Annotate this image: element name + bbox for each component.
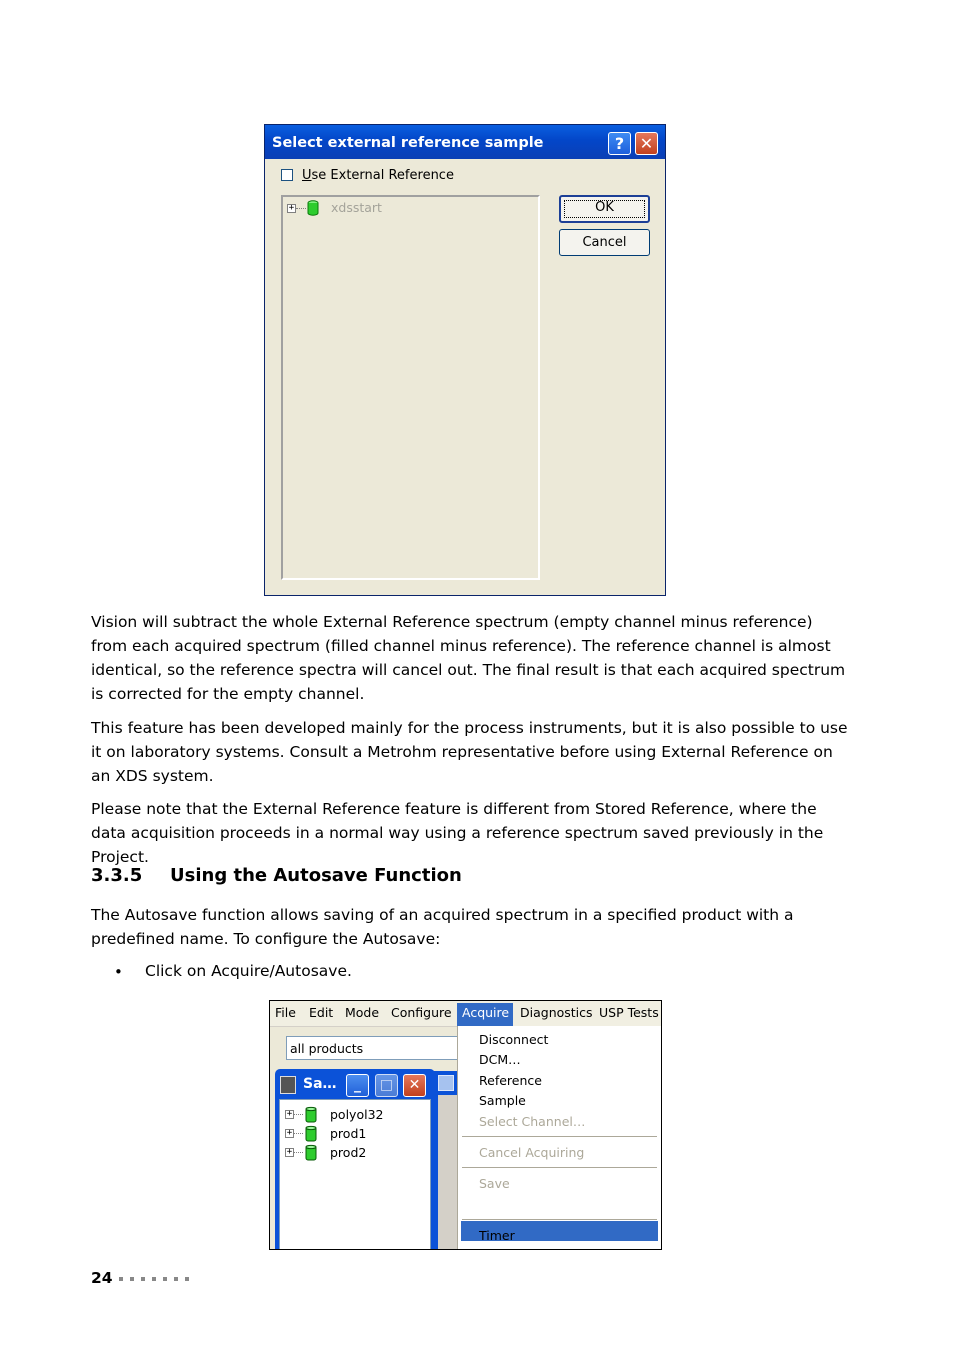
dot [119, 1277, 123, 1281]
use-external-reference-checkbox[interactable] [281, 169, 293, 181]
section-title: Using the Autosave Function [170, 865, 462, 886]
dot [163, 1277, 167, 1281]
chart-window-icon [438, 1075, 454, 1091]
expand-icon[interactable]: + [286, 1128, 293, 1138]
paragraph-external-reference: Vision will subtract the whole External Reference spectrum (empty channel minus reference) from each acquired spectrum (filled channel minus reference). The reference channel is almost identical, so the reference spectra will cancel out. The final result is that each acquired spectrum is corrected for the empty channel. [91, 613, 846, 703]
paragraph-autosave-intro: The Autosave function allows saving of an acquired spectrum in a specified product with a predefined name. To configure the Autosave: [91, 906, 794, 948]
tree-item-xdsstart[interactable]: xdsstart [331, 200, 382, 215]
help-icon[interactable]: ? [608, 132, 631, 155]
cancel-button[interactable] [559, 229, 650, 256]
focus-rectangle [564, 200, 645, 218]
dot [174, 1277, 178, 1281]
close-icon[interactable]: ✕ [403, 1074, 426, 1097]
background-window-edge [432, 1071, 458, 1250]
menu-item-select-channel: Select Channel… [479, 1114, 586, 1129]
menu-diagnostics[interactable]: Diagnostics [520, 1005, 593, 1020]
menu-edit[interactable]: Edit [309, 1005, 334, 1020]
ok-label: OK [595, 200, 614, 215]
expand-icon[interactable]: + [286, 1109, 293, 1119]
select-external-reference-dialog [264, 124, 666, 596]
tree-item-label: polyol32 [330, 1107, 384, 1122]
dialog-title: Select external reference sample [272, 135, 544, 151]
bullet-item: Click on Acquire/Autosave. [145, 962, 352, 980]
menu-bar [270, 1001, 661, 1027]
menu-item-autosave[interactable]: AutoSave [479, 1197, 539, 1212]
samples-window-title: Sa… [303, 1076, 337, 1092]
close-icon[interactable]: ✕ [635, 132, 658, 155]
dot [141, 1277, 145, 1281]
menu-separator [462, 1167, 657, 1168]
product-filter-value: all products [290, 1041, 364, 1056]
menu-item-timer[interactable]: Timer [479, 1228, 515, 1243]
paragraph-process-instruments: This feature has been developed mainly for the process instruments, but it is also possible to use it on laboratory systems. Consult a Metrohm representative before using External Reference on an XDS system. [91, 719, 848, 785]
menu-separator [462, 1136, 657, 1137]
dot [185, 1277, 189, 1281]
acquire-menu-screenshot [269, 1000, 662, 1250]
database-icon [305, 1125, 317, 1142]
acquire-dropdown-menu [457, 1026, 662, 1250]
dot [152, 1277, 156, 1281]
maximize-icon[interactable]: □ [375, 1074, 398, 1097]
ok-button[interactable] [559, 195, 650, 223]
label-rest: se External Reference [311, 168, 454, 183]
tree-item-label: prod1 [330, 1126, 367, 1141]
tree-item-label: prod2 [330, 1145, 367, 1160]
menu-mode[interactable]: Mode [345, 1005, 380, 1020]
tree-connector [296, 208, 306, 210]
minimize-icon[interactable]: _ [346, 1074, 369, 1097]
menu-usp-tests[interactable]: USP Tests [599, 1005, 659, 1020]
section-number: 3.3.5 [91, 865, 143, 886]
page-number: 24 [91, 1269, 113, 1287]
expand-icon[interactable]: + [288, 203, 295, 213]
accesskey-letter: U [302, 168, 312, 183]
menu-file[interactable]: File [275, 1005, 296, 1020]
sample-tree[interactable] [281, 195, 540, 580]
menu-item-cancel-acquiring: Cancel Acquiring [479, 1145, 585, 1160]
dot [130, 1277, 134, 1281]
menu-configure[interactable]: Configure [391, 1005, 452, 1020]
samples-window [275, 1069, 435, 1250]
database-icon [307, 200, 319, 216]
menu-separator [462, 1219, 657, 1220]
tree-connector [294, 1133, 303, 1135]
section-heading [91, 865, 462, 886]
product-filter-combo[interactable] [286, 1036, 458, 1060]
window-icon [280, 1076, 296, 1094]
paragraph-stored-reference: Please note that the External Reference feature is different from Stored Reference, where the data acquisition proceeds in a normal way using a reference spectrum saved previously in the Project. [91, 800, 824, 866]
menu-item-disconnect[interactable]: Disconnect [479, 1032, 549, 1047]
menu-item-reference[interactable]: Reference [479, 1073, 542, 1088]
product-tree[interactable] [279, 1099, 431, 1250]
tree-connector [294, 1152, 303, 1154]
dialog-titlebar [265, 125, 665, 159]
menu-acquire[interactable]: Acquire [462, 1005, 510, 1020]
tree-connector [294, 1114, 303, 1116]
use-external-reference-label [302, 168, 454, 183]
menu-item-dcm[interactable]: DCM… [479, 1052, 521, 1067]
background-window-body [438, 1095, 458, 1250]
bullet-icon: • [114, 963, 123, 981]
cancel-label: Cancel [582, 235, 627, 250]
menu-item-save: Save [479, 1176, 510, 1191]
database-icon [305, 1106, 317, 1123]
database-icon [305, 1144, 317, 1161]
expand-icon[interactable]: + [286, 1147, 293, 1157]
menu-item-sample[interactable]: Sample [479, 1093, 526, 1108]
